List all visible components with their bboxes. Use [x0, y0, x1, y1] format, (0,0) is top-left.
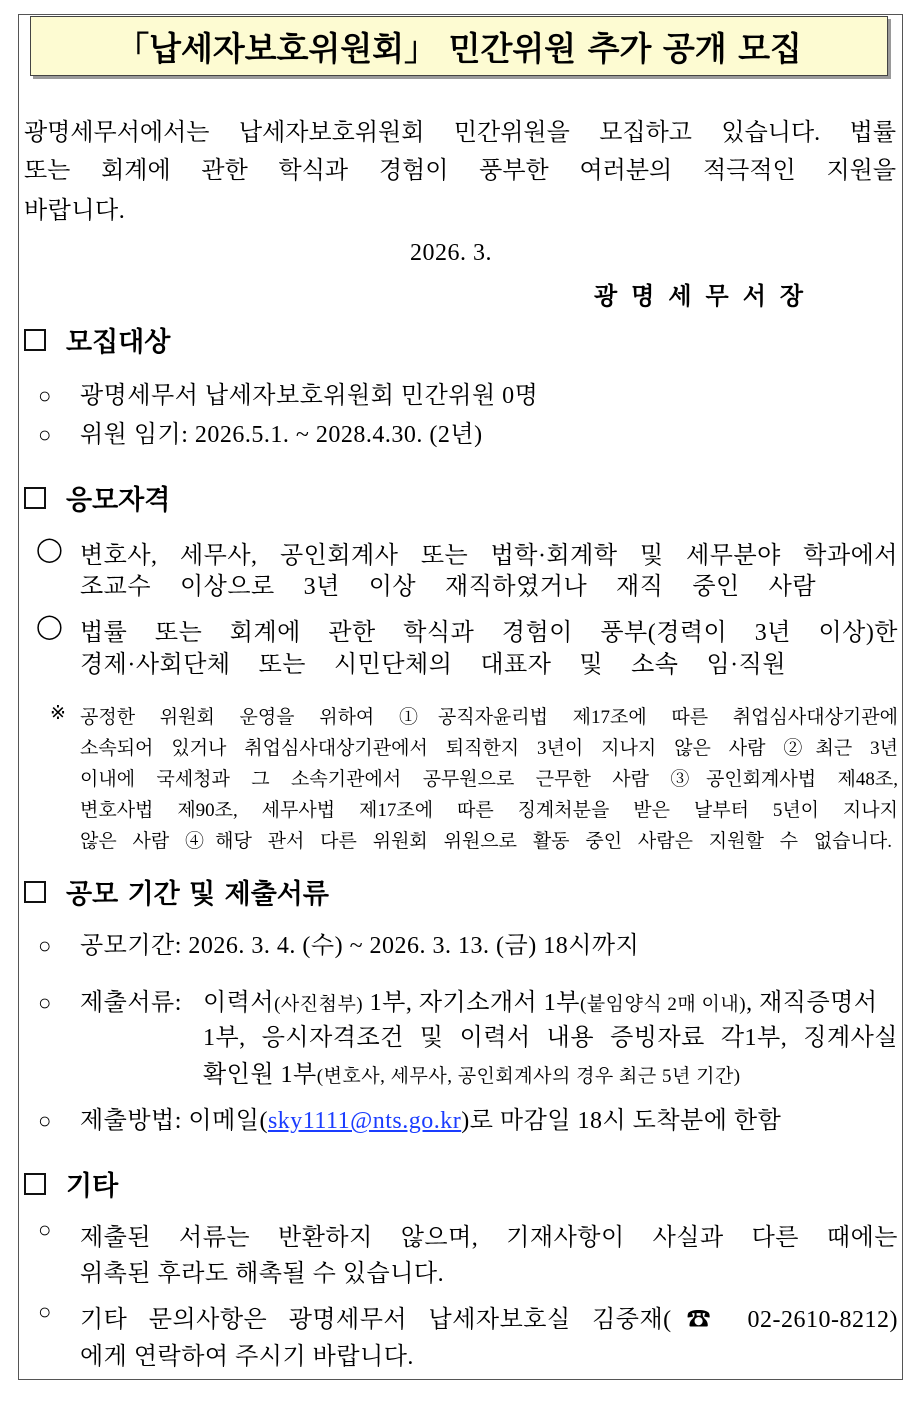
circle-bullet-icon: ◯ — [36, 537, 63, 563]
note-line-4: 변호사법 제90조, 세무사법 제17조에 따른 징계처분을 받은 날부터 5년이 지나지 — [80, 800, 898, 821]
notice-frame — [18, 14, 903, 1380]
note-line-3: 이내에 국세청과 그 소속기관에서 공무원으로 근무한 사람 ③공인회계사법 제48조, — [80, 769, 898, 790]
note-mark: ※ — [50, 703, 66, 724]
docs-line-1 — [203, 982, 878, 1017]
section-period-heading — [24, 872, 329, 911]
circle-bullet-icon: ○ — [38, 383, 52, 408]
docs-employment: , 재직증명서 — [746, 990, 878, 1016]
notice-title: 「납세자보호위원회」 민간위원 추가 공개 모집 — [30, 16, 888, 76]
note-line-1: 공정한 위원회 운영을 위하여 ①공직자윤리법 제17조에 따른 취업심사대상기관에 — [80, 707, 898, 728]
circle-bullet-icon: ○ — [38, 933, 52, 958]
circle-bullet-icon: ○ — [38, 1217, 52, 1242]
method-item — [38, 1100, 781, 1135]
checkbox-square-icon — [24, 329, 46, 351]
checkbox-square-icon — [24, 1173, 46, 1195]
email-link[interactable]: sky1111@nts.go.kr — [267, 1108, 462, 1134]
qual-item-1-bullet — [36, 535, 78, 564]
circle-bullet-icon: ○ — [38, 1108, 52, 1133]
period-item-text: 공모기간: 2026. 3. 4. (수) ~ 2026. 3. 13. (금) 18시까지 — [80, 933, 640, 959]
recruit-item-2-text: 위원 임기: 2026.5.1. ~ 2028.4.30. (2년) — [80, 422, 483, 448]
etc-item-2-bullet — [38, 1299, 80, 1326]
section-etc-heading — [24, 1164, 118, 1203]
docs-intro-note: (붙임양식 2매 이내) — [579, 994, 747, 1015]
section-recruit-heading — [24, 320, 170, 359]
section-recruit-title: 모집대상 — [66, 327, 171, 358]
circle-bullet-icon: ○ — [38, 990, 52, 1015]
recruit-item-1-text: 광명세무서 납세자보호위원회 민간위원 0명 — [80, 383, 539, 409]
checkbox-square-icon — [24, 881, 46, 903]
section-period-title: 공모 기간 및 제출서류 — [66, 879, 329, 910]
recruit-item-2 — [38, 414, 483, 449]
etc-item-2-line-1: 기타 문의사항은 광명세무서 납세자보호실 김중재(☎ 02-2610-8212) — [80, 1307, 898, 1333]
method-text-a: 제출방법: 이메일( — [80, 1108, 268, 1134]
period-item — [38, 925, 639, 960]
qual-item-1-line-2: 조교수 이상으로 3년 이상 재직하였거나 재직 중인 사람 — [80, 574, 816, 600]
qual-item-2-line-1: 법률 또는 회계에 관한 학식과 경험이 풍부(경력이 3년 이상)한 — [80, 620, 898, 646]
etc-item-1-bullet — [38, 1217, 80, 1244]
docs-discipline: 확인원 1부 — [203, 1062, 317, 1088]
docs-line-2: 1부, 응시자격조건 및 이력서 내용 증빙자료 각1부, 징계사실 — [203, 1025, 898, 1051]
note-line-5: 않은 사람 ④해당 관서 다른 위원회 위원으로 활동 중인 사람은 지원할 수 없습니다. — [80, 831, 892, 852]
signer: 광 명 세 무 서 장 — [594, 284, 808, 310]
checkbox-square-icon — [24, 487, 46, 509]
section-qual-heading — [24, 478, 170, 517]
qual-item-2-line-2: 경제·사회단체 또는 시민단체의 대표자 및 소속 임·직원 — [80, 652, 786, 678]
intro-line-3: 바랍니다. — [24, 198, 126, 224]
notice-date: 2026. 3. — [410, 240, 492, 266]
etc-item-1-line-2: 위촉된 후라도 해촉될 수 있습니다. — [80, 1261, 445, 1287]
section-qual-title: 응모자격 — [66, 485, 171, 516]
qual-item-2-bullet — [36, 612, 78, 641]
docs-label: 제출서류: — [80, 990, 182, 1016]
docs-resume-note: (사진첨부) — [274, 994, 364, 1015]
recruit-item-1 — [38, 375, 538, 410]
circle-bullet-icon: ○ — [38, 422, 52, 447]
docs-item — [38, 982, 182, 1017]
section-etc-title: 기타 — [66, 1171, 119, 1202]
docs-line-3 — [203, 1054, 741, 1089]
note-line-2: 소속되어 있거나 취업심사대상기관에서 퇴직한지 3년이 지나지 않은 사람 ②최근 3년 — [80, 738, 898, 759]
circle-bullet-icon: ○ — [38, 1299, 52, 1324]
etc-item-1-line-1: 제출된 서류는 반환하지 않으며, 기재사항이 사실과 다른 때에는 — [80, 1225, 898, 1251]
qual-item-1-line-1: 변호사, 세무사, 공인회계사 또는 법학·회계학 및 세무분야 학과에서 — [80, 543, 898, 569]
method-text-b: )로 마감일 18시 도착분에 한함 — [461, 1108, 782, 1134]
intro-line-2: 또는 회계에 관한 학식과 경험이 풍부한 여러분의 적극적인 지원을 — [24, 158, 896, 184]
intro-line-1: 광명세무서에서는 납세자보호위원회 민간위원을 모집하고 있습니다. 법률 — [24, 120, 896, 146]
circle-bullet-icon: ◯ — [36, 614, 63, 640]
docs-resume: 이력서 — [203, 990, 275, 1016]
docs-discipline-note: (변호사, 세무사, 공인회계사의 경우 최근 5년 기간) — [316, 1066, 741, 1087]
docs-intro: 1부, 자기소개서 1부 — [363, 990, 580, 1016]
etc-item-2-line-2: 에게 연락하여 주시기 바랍니다. — [80, 1344, 414, 1370]
